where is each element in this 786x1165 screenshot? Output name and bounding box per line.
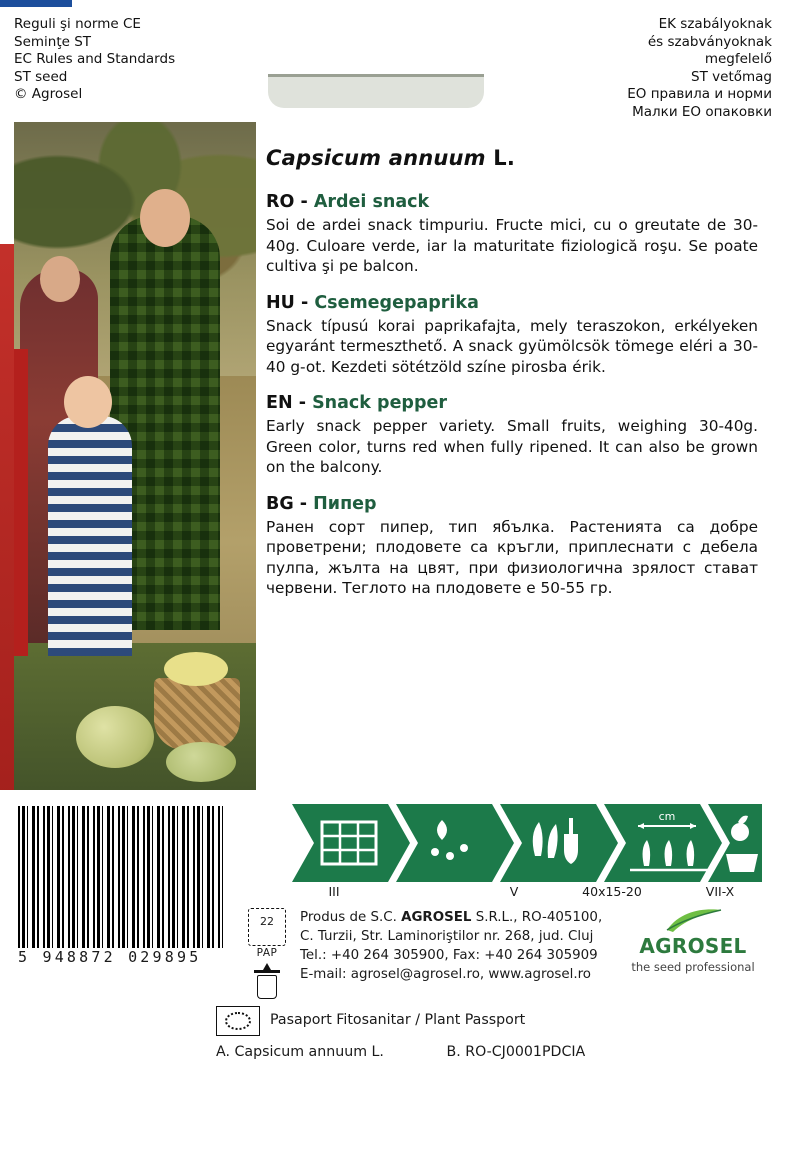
waste-bin-icon xyxy=(254,969,280,999)
pap-label: PAP xyxy=(256,947,278,959)
photo-woman-head xyxy=(40,256,80,302)
package-hang-tab xyxy=(268,74,484,108)
header-right-line: ST vetőmag xyxy=(691,68,772,85)
icon-label-spacing: 40x15-20 xyxy=(582,884,642,899)
company-line-4: E-mail: agrosel@agrosel.ro, www.agrosel.ro xyxy=(300,967,591,982)
description-text: Ранен сорт пипер, тип ябълка. Растенията са добре проветрени; плодовете са кръгли, приплеснати с дебела пулпа, жълта на цвят, при физиологична зрялост стават червени. Теглото на плодовете е 50-55 гр. xyxy=(266,517,758,597)
seed-drop-icon xyxy=(396,804,514,882)
header-left-text xyxy=(14,16,175,104)
leaf-icon xyxy=(618,908,768,934)
language-code: RO xyxy=(266,192,295,212)
eu-flag-icon xyxy=(216,1006,260,1036)
barcode-bars xyxy=(18,806,223,948)
company-brand: AGROSEL xyxy=(401,910,472,925)
package-header xyxy=(0,0,786,122)
family-garden-photo xyxy=(14,122,256,790)
pap-number: 22 xyxy=(260,915,274,928)
species-latin-binomial: Capsicum annuum xyxy=(266,146,486,170)
variety-name: Csemegepaprika xyxy=(314,292,479,313)
header-left-line: ST seed xyxy=(14,68,68,85)
bin-lid xyxy=(254,970,280,973)
transplant-spade-icon xyxy=(500,804,618,882)
description-heading: HU - Csemegepaprika xyxy=(266,292,479,313)
company-prefix: Produs de S.C. xyxy=(300,910,402,925)
description-text: Snack típusú korai paprikafajta, mely teraszokon, erkélyeken egyaránt termeszthető. A snack gyümölcsök tömege eléri a 30-40 g-ot. Kezdeti sötétzöld színe pirosba érik. xyxy=(266,316,758,376)
passport-title: Pasaport Fitosanitar / Plant Passport xyxy=(270,1012,526,1028)
photo-man-head xyxy=(140,189,190,247)
recycling-marks xyxy=(244,908,290,998)
species-authority: L. xyxy=(493,146,516,170)
photo-basket xyxy=(154,678,240,750)
barcode xyxy=(18,806,223,966)
passport-a-code: A. Capsicum annuum L. xyxy=(216,1044,384,1060)
photo-melon xyxy=(76,706,154,768)
package-body xyxy=(0,122,786,790)
header-left-line: © Agrosel xyxy=(14,86,83,102)
icon-label-transplant: V xyxy=(509,884,519,899)
bin-body xyxy=(257,975,277,999)
package-footer xyxy=(0,790,786,1165)
header-left-line: EC Rules and Standards xyxy=(14,51,176,67)
header-left-line: Reguli şi norme CE xyxy=(14,16,141,32)
cultivation-icon-labels xyxy=(292,884,762,902)
cultivation-icon-band xyxy=(292,804,762,882)
company-line-1 xyxy=(300,908,650,927)
bin-arrow xyxy=(263,963,271,970)
description-block-en xyxy=(266,393,758,478)
blue-corner-marker xyxy=(0,0,72,7)
description-heading: RO - Ardei snack xyxy=(266,192,430,212)
species-latin-name xyxy=(266,146,758,170)
logo-wordmark: AGROSEL xyxy=(639,934,747,958)
passport-b-code: B. RO-CJ0001PDCIA xyxy=(446,1044,586,1060)
language-code: HU xyxy=(266,292,295,313)
description-block-hu xyxy=(266,293,758,378)
agrosel-logo xyxy=(618,908,768,980)
greenhouse-sowing-icon xyxy=(292,804,410,882)
left-red-edge xyxy=(0,244,14,854)
variety-name: Пипер xyxy=(313,493,377,514)
description-column xyxy=(256,122,772,790)
header-right-line: EK szabályoknak xyxy=(658,16,772,32)
pap-recycling-icon xyxy=(248,908,286,946)
company-line-2: C. Turzii, Str. Laminoriştilor nr. 268, jud. Cluj xyxy=(300,929,594,944)
plant-passport xyxy=(216,1006,636,1076)
logo-tagline: the seed professional xyxy=(631,960,755,974)
description-block-ro xyxy=(266,192,758,277)
description-heading: EN - Snack pepper xyxy=(266,393,447,413)
passport-codes xyxy=(216,1044,585,1060)
description-text: Early snack pepper variety. Small fruits, weighing 30-40g. Green color, turns red when fully ripened. It can also be grown on the balcony. xyxy=(266,417,758,476)
header-right-line: Малки ЕО опаковки xyxy=(632,103,772,120)
plant-spacing-icon xyxy=(604,804,722,882)
description-text: Soi de ardei snack timpuriu. Fructe mici, cu o greutate de 30-40g. Culoare verde, iar la maturitate fiziologică roşu. Se poate cultiva şi pe balcon. xyxy=(266,216,758,275)
company-line-3: Tel.: +40 264 305900, Fax: +40 264 305909 xyxy=(300,948,598,963)
header-right-line: ЕО правила и норми xyxy=(627,86,772,102)
description-heading: BG - Пипер xyxy=(266,493,377,514)
icon-label-sowing: III xyxy=(328,884,340,899)
photo-child xyxy=(48,416,132,656)
svg-text:cm: cm xyxy=(658,810,676,823)
language-code: BG xyxy=(266,493,294,514)
variety-name: Ardei snack xyxy=(313,192,430,212)
photo-child-head xyxy=(64,376,112,428)
photo-melon-second xyxy=(166,742,236,782)
description-block-bg xyxy=(266,494,758,599)
eu-stars xyxy=(225,1012,251,1030)
photo-red-strip xyxy=(14,349,28,656)
company-info xyxy=(300,908,650,984)
photo-fruits xyxy=(164,652,228,686)
header-right-line: megfelelő xyxy=(704,51,772,67)
icon-label-harvest: VII-X xyxy=(705,884,735,899)
language-code: EN xyxy=(266,393,293,413)
header-right-line: és szabványoknak xyxy=(647,33,772,50)
variety-name: Snack pepper xyxy=(312,393,447,413)
barcode-digits: 5 948872 029895 xyxy=(18,948,202,966)
header-right-text xyxy=(627,16,772,121)
company-suffix: S.R.L., RO-405100, xyxy=(471,910,603,925)
header-left-line: Seminţe ST xyxy=(14,33,92,50)
